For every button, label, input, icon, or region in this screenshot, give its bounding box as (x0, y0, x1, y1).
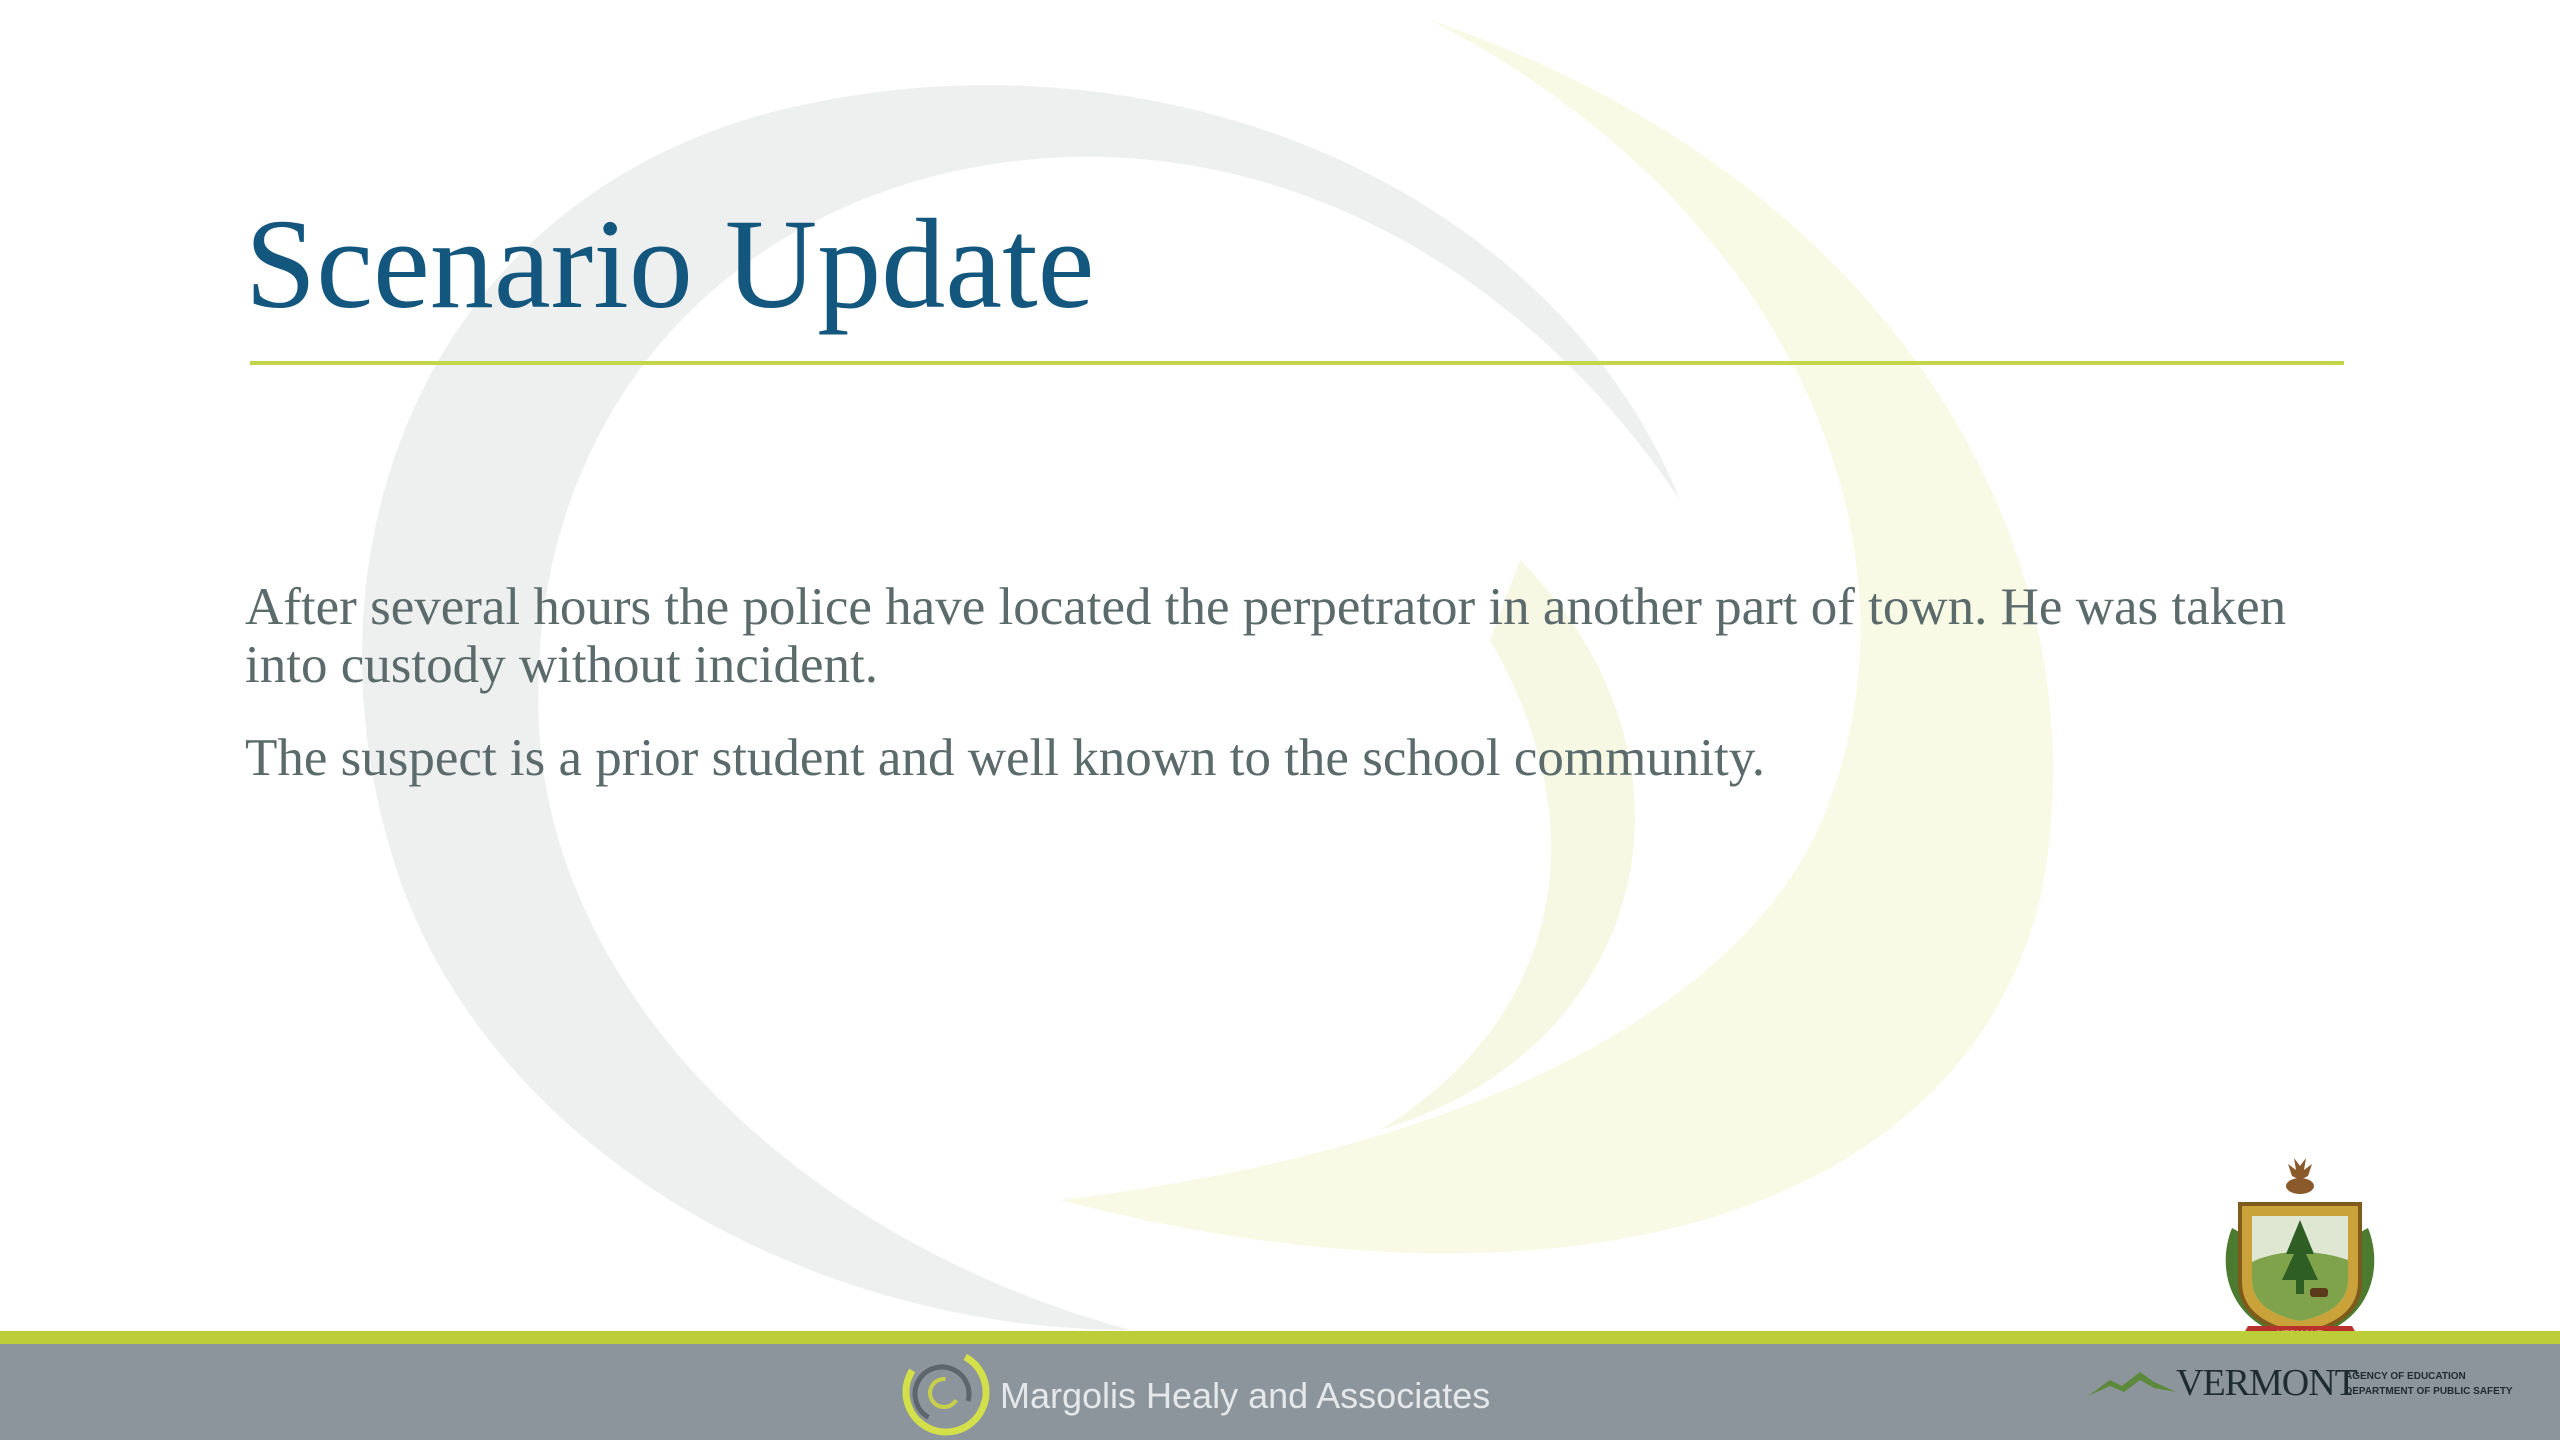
agency-public-safety: DEPARTMENT OF PUBLIC SAFETY (2345, 1386, 2513, 1397)
footer-state-name: VERMONT (2176, 1362, 2357, 1404)
body-paragraph-1: After several hours the police have located the perpetrator in another part of town. He was taken into custody without incident. (245, 578, 2287, 694)
footer-accent-line (0, 1331, 2560, 1344)
body-paragraph-2: The suspect is a prior student and well known to the school community. (245, 729, 1766, 787)
slide-title: Scenario Update (245, 193, 1095, 335)
footer-organization-name: Margolis Healy and Associates (1000, 1375, 1491, 1416)
footer-agencies (2345, 1369, 2513, 1399)
agency-education: AGENCY OF EDUCATION (2345, 1371, 2466, 1382)
margolis-healy-logo-icon (900, 1346, 992, 1438)
vermont-seal-icon (2210, 1158, 2390, 1348)
vermont-mountain-icon (2088, 1368, 2176, 1398)
slide-body (245, 578, 2365, 822)
title-divider (250, 361, 2344, 365)
